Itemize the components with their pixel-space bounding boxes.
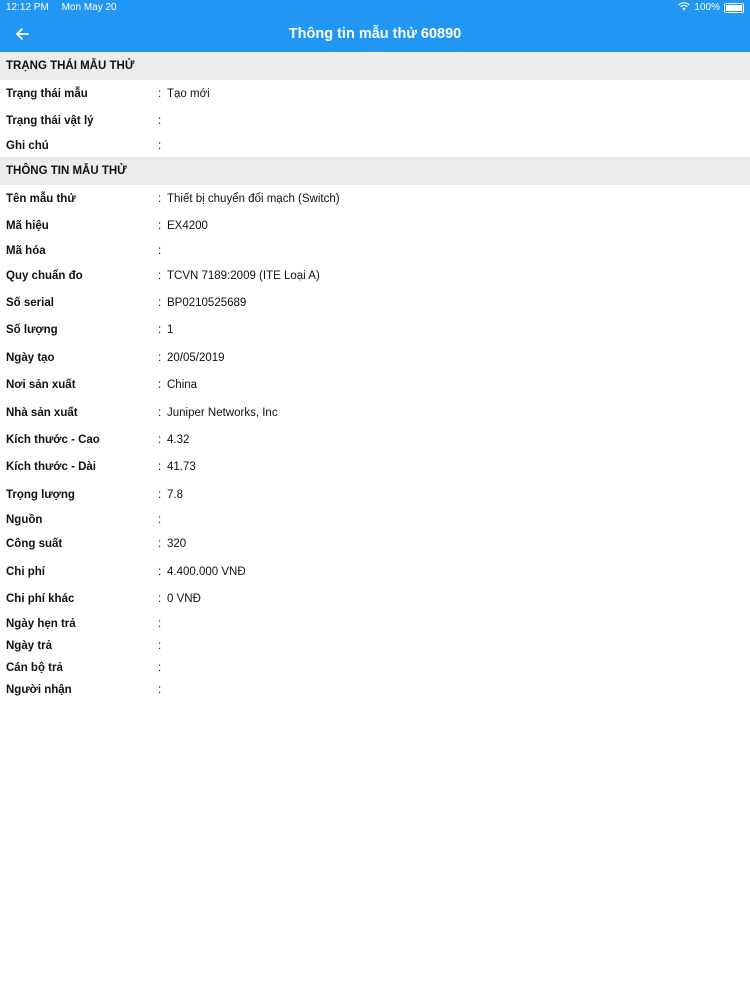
field-colon: : bbox=[158, 662, 162, 675]
field-colon: : bbox=[158, 139, 162, 152]
field-label: Người nhận bbox=[6, 684, 72, 697]
field-row bbox=[0, 481, 750, 508]
field-row bbox=[0, 135, 750, 157]
status-bar bbox=[0, 0, 750, 16]
field-colon: : bbox=[158, 617, 162, 630]
field-value: Juniper Networks, Inc bbox=[167, 406, 278, 419]
field-row bbox=[0, 212, 750, 239]
field-row bbox=[0, 558, 750, 585]
field-value: BP0210525689 bbox=[167, 297, 247, 310]
field-row bbox=[0, 585, 750, 612]
field-value: 4.400.000 VNĐ bbox=[167, 565, 246, 578]
field-label: Nơi sản xuất bbox=[6, 379, 76, 392]
field-label: Số lượng bbox=[6, 324, 58, 337]
field-row bbox=[0, 107, 750, 134]
field-colon: : bbox=[158, 513, 162, 526]
field-row bbox=[0, 508, 750, 530]
section-header: TRẠNG THÁI MẪU THỬ bbox=[0, 52, 750, 80]
field-label: Kích thước - Cao bbox=[6, 433, 100, 446]
field-value: 41.73 bbox=[167, 461, 196, 474]
field-value: 4.32 bbox=[167, 433, 190, 446]
field-row bbox=[0, 635, 750, 657]
field-colon: : bbox=[158, 406, 162, 419]
field-colon: : bbox=[158, 87, 162, 100]
field-label: Trạng thái vật lý bbox=[6, 115, 94, 128]
field-row bbox=[0, 657, 750, 679]
field-value: Tạo mới bbox=[167, 87, 210, 100]
field-colon: : bbox=[158, 244, 162, 257]
field-label: Ghi chú bbox=[6, 139, 49, 152]
field-row bbox=[0, 454, 750, 481]
field-row bbox=[0, 240, 750, 262]
field-colon: : bbox=[158, 269, 162, 282]
field-colon: : bbox=[158, 433, 162, 446]
field-row bbox=[0, 289, 750, 316]
field-colon: : bbox=[158, 593, 162, 606]
field-colon: : bbox=[158, 220, 162, 233]
field-row bbox=[0, 262, 750, 289]
field-colon: : bbox=[158, 684, 162, 697]
field-colon: : bbox=[158, 192, 162, 205]
field-value: 20/05/2019 bbox=[167, 351, 225, 364]
field-value: 320 bbox=[167, 538, 187, 551]
field-colon: : bbox=[158, 379, 162, 392]
field-label: Tên mẫu thử bbox=[6, 192, 76, 205]
field-label: Trạng thái mẫu bbox=[6, 87, 88, 100]
field-value: 1 bbox=[167, 324, 174, 337]
field-value: EX4200 bbox=[167, 220, 208, 233]
field-value: 7.8 bbox=[167, 488, 183, 501]
app-header bbox=[0, 0, 750, 52]
field-value: Thiết bị chuyển đổi mạch (Switch) bbox=[167, 192, 340, 205]
field-colon: : bbox=[158, 640, 162, 653]
field-label: Kích thước - Dài bbox=[6, 461, 96, 474]
wifi-icon bbox=[678, 0, 690, 16]
field-row bbox=[0, 679, 750, 701]
field-label: Ngày hẹn trả bbox=[6, 617, 76, 630]
field-label: Mã hóa bbox=[6, 244, 46, 257]
field-value: TCVN 7189:2009 (ITE Loại A) bbox=[167, 269, 320, 282]
field-label: Cán bộ trả bbox=[6, 662, 63, 675]
field-value: 0 VNĐ bbox=[167, 593, 201, 606]
field-colon: : bbox=[158, 565, 162, 578]
field-label: Ngày trả bbox=[6, 640, 53, 653]
field-label: Mã hiệu bbox=[6, 220, 49, 233]
field-colon: : bbox=[158, 351, 162, 364]
field-colon: : bbox=[158, 115, 162, 128]
field-label: Chi phí khác bbox=[6, 593, 75, 606]
field-value: China bbox=[167, 379, 198, 392]
field-label: Nguồn bbox=[6, 513, 43, 526]
field-label: Nhà sản xuất bbox=[6, 406, 78, 419]
field-label: Ngày tạo bbox=[6, 351, 55, 364]
field-row bbox=[0, 80, 750, 107]
field-label: Trọng lượng bbox=[6, 488, 75, 501]
section-header: THÔNG TIN MẪU THỬ bbox=[0, 157, 750, 185]
back-button[interactable] bbox=[10, 22, 34, 46]
field-colon: : bbox=[158, 297, 162, 310]
field-colon: : bbox=[158, 461, 162, 474]
field-colon: : bbox=[158, 538, 162, 551]
section-sample-info bbox=[0, 157, 750, 702]
battery-percent: 100% bbox=[694, 2, 720, 13]
field-label: Công suất bbox=[6, 538, 63, 551]
section-sample-status bbox=[0, 52, 750, 157]
battery-icon bbox=[724, 3, 744, 13]
field-colon: : bbox=[158, 488, 162, 501]
field-row bbox=[0, 531, 750, 558]
field-colon: : bbox=[158, 324, 162, 337]
page-title: Thông tin mẫu thử 60890 bbox=[288, 26, 462, 42]
field-row bbox=[0, 372, 750, 399]
status-date: Mon May 20 bbox=[61, 2, 117, 13]
field-row bbox=[0, 317, 750, 344]
status-time: 12:12 PM bbox=[6, 2, 49, 13]
field-row bbox=[0, 613, 750, 635]
field-label: Quy chuẩn đo bbox=[6, 269, 83, 282]
field-label: Số serial bbox=[6, 297, 54, 310]
arrow-left-icon bbox=[15, 27, 29, 41]
field-row bbox=[0, 399, 750, 426]
field-row bbox=[0, 426, 750, 453]
field-row bbox=[0, 185, 750, 212]
field-row bbox=[0, 344, 750, 371]
field-label: Chi phí bbox=[6, 565, 45, 578]
